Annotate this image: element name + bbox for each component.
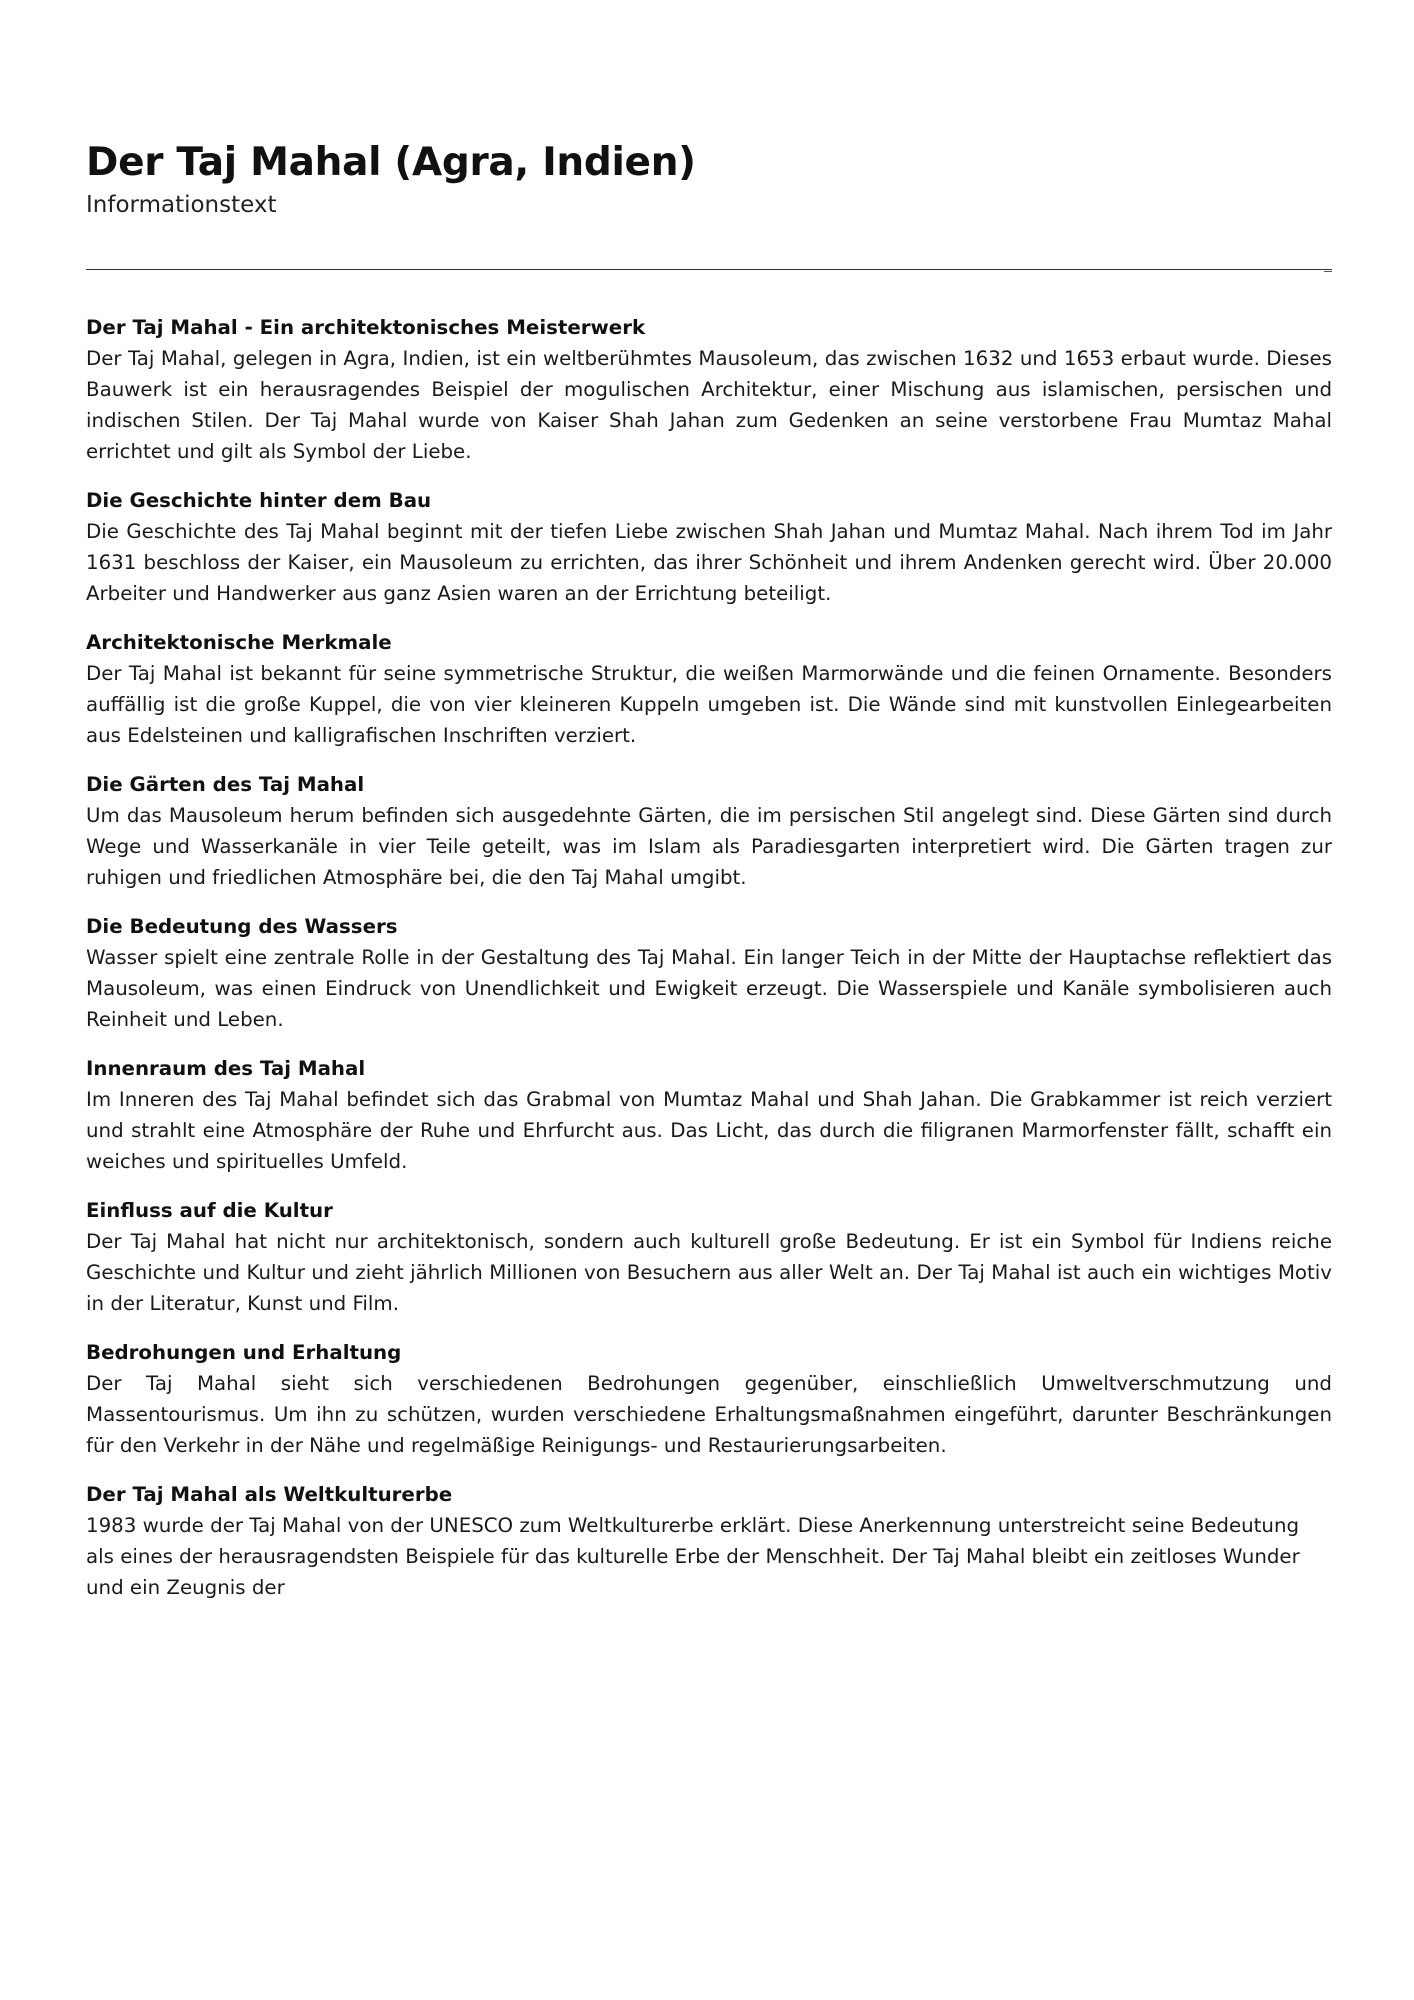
section-gaerten	[86, 769, 1332, 893]
section-wasser	[86, 911, 1332, 1035]
section-heading: Architektonische Merkmale	[86, 631, 392, 654]
header-divider-tick	[1324, 271, 1332, 272]
section-heading: Der Taj Mahal - Ein architektonisches Meisterwerk	[86, 316, 646, 339]
section-paragraph: Um das Mausoleum herum befinden sich ausgedehnte Gärten, die im persischen Stil angelegt sind. Diese Gärten sind durch Wege und Wasserkanäle in vier Teile geteilt, was im Islam als Paradiesgarten interpretiert wird. Die Gärten tragen zur ruhigen und friedlichen Atmosphäre bei, die den Taj Mahal umgibt.	[86, 804, 1332, 889]
section-paragraph: Im Inneren des Taj Mahal befindet sich das Grabmal von Mumtaz Mahal und Shah Jahan. Die Grabkammer ist reich verziert und strahlt eine Atmosphäre der Ruhe und Ehrfurcht aus. Das Licht, das durch die filigranen Marmorfenster fällt, schafft ein weiches und spirituelles Umfeld.	[86, 1088, 1332, 1173]
section-innenraum	[86, 1053, 1332, 1177]
section-heading: Die Geschichte hinter dem Bau	[86, 489, 432, 512]
section-heading: Der Taj Mahal als Weltkulturerbe	[86, 1483, 453, 1506]
section-heading: Einfluss auf die Kultur	[86, 1199, 333, 1222]
document-body	[86, 312, 1332, 1621]
section-heading: Die Bedeutung des Wassers	[86, 915, 398, 938]
header-divider	[86, 269, 1332, 270]
section-heading: Bedrohungen und Erhaltung	[86, 1341, 402, 1364]
section-meisterwerk	[86, 312, 1332, 467]
section-merkmale	[86, 627, 1332, 751]
section-heading: Die Gärten des Taj Mahal	[86, 773, 365, 796]
section-geschichte	[86, 485, 1332, 609]
section-erhaltung	[86, 1337, 1332, 1461]
section-paragraph: Wasser spielt eine zentrale Rolle in der Gestaltung des Taj Mahal. Ein langer Teich in der Mitte der Hauptachse reflektiert das Mausoleum, was einen Eindruck von Unendlichkeit und Ewigkeit erzeugt. Die Wasserspiele und Kanäle symbolisieren auch Reinheit und Leben.	[86, 946, 1332, 1031]
section-paragraph: Der Taj Mahal hat nicht nur architektonisch, sondern auch kulturell große Bedeutung. Er ist ein Symbol für Indiens reiche Geschichte und Kultur und zieht jährlich Millionen von Besuchern aus aller Welt an. Der Taj Mahal ist auch ein wichtiges Motiv in der Literatur, Kunst und Film.	[86, 1230, 1332, 1315]
document-title: Der Taj Mahal (Agra, Indien)	[86, 140, 696, 185]
section-paragraph: 1983 wurde der Taj Mahal von der UNESCO zum Weltkulturerbe erklärt. Diese Anerkennung unterstreicht seine Bedeutung als eines der herausragendsten Beispiele für das kulturelle Erbe der Menschheit. Der Taj Mahal bleibt ein zeitloses Wunder und ein Zeugnis der	[86, 1514, 1300, 1599]
section-paragraph: Der Taj Mahal ist bekannt für seine symmetrische Struktur, die weißen Marmorwände und die feinen Ornamente. Besonders auffällig ist die große Kuppel, die von vier kleineren Kuppeln umgeben ist. Die Wände sind mit kunstvollen Einlegearbeiten aus Edelsteinen und kalligrafischen Inschriften verziert.	[86, 662, 1332, 747]
document-subtitle: Informationstext	[86, 192, 277, 218]
section-kultur	[86, 1195, 1332, 1319]
section-paragraph: Die Geschichte des Taj Mahal beginnt mit der tiefen Liebe zwischen Shah Jahan und Mumtaz Mahal. Nach ihrem Tod im Jahr 1631 beschloss der Kaiser, ein Mausoleum zu errichten, das ihrer Schönheit und ihrem Andenken gerecht wird. Über 20.000 Arbeiter und Handwerker aus ganz Asien waren an der Errichtung beteiligt.	[86, 520, 1332, 605]
section-paragraph: Der Taj Mahal sieht sich verschiedenen Bedrohungen gegenüber, einschließlich Umweltverschmutzung und Massentourismus. Um ihn zu schützen, wurden verschiedene Erhaltungsmaßnahmen eingeführt, darunter Beschränkungen für den Verkehr in der Nähe und regelmäßige Reinigungs- und Restaurierungsarbeiten.	[86, 1372, 1332, 1457]
section-heading: Innenraum des Taj Mahal	[86, 1057, 366, 1080]
section-paragraph: Der Taj Mahal, gelegen in Agra, Indien, ist ein weltberühmtes Mausoleum, das zwischen 1632 und 1653 erbaut wurde. Dieses Bauwerk ist ein herausragendes Beispiel der mogulischen Architektur, einer Mischung aus islamischen, persischen und indischen Stilen. Der Taj Mahal wurde von Kaiser Shah Jahan zum Gedenken an seine verstorbene Frau Mumtaz Mahal errichtet und gilt als Symbol der Liebe.	[86, 347, 1332, 463]
section-weltkulturerbe	[86, 1479, 1332, 1603]
